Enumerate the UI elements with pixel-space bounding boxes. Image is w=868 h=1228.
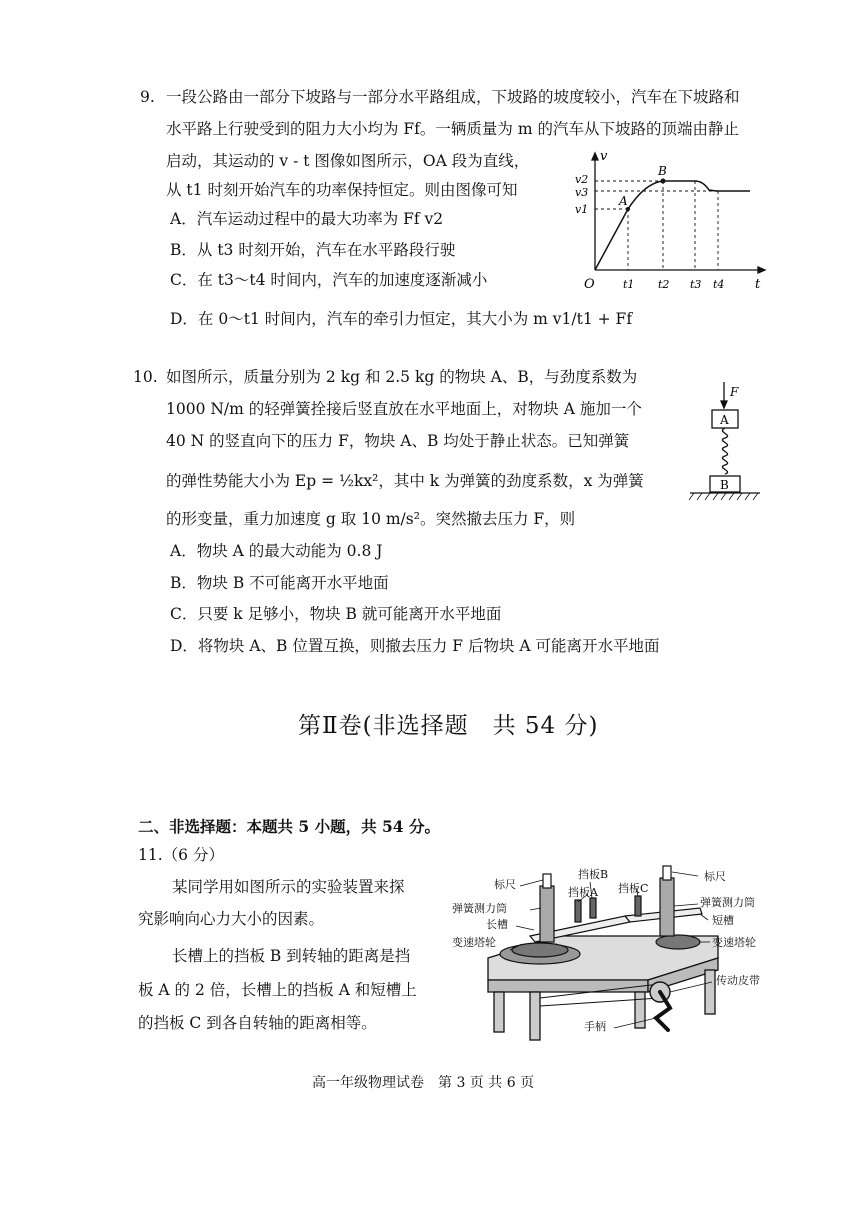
- q9-line4: 从 t1 时刻开始汽车的功率保持恒定。则由图像可知: [166, 181, 518, 199]
- label-ruler-right: 标尺: [704, 870, 726, 883]
- section-ii-title: 第Ⅱ卷(非选择题 共 54 分): [298, 713, 599, 739]
- graph-t3-label: t3: [690, 278, 702, 291]
- q10-option-d: D．将物块 A、B 位置互换，则撤去压力 F 后物块 A 可能离开水平地面: [170, 637, 660, 655]
- label-pulley-left: 变速塔轮: [452, 936, 496, 949]
- q10-number: 10.: [133, 368, 158, 386]
- q9-option-b: B．从 t3 时刻开始，汽车在水平路段行驶: [170, 241, 456, 259]
- q9-line1: 一段公路由一部分下坡路与一部分水平路组成，下坡路的坡度较小，汽车在下坡路和: [166, 88, 740, 106]
- graph-point-a-label: A: [619, 194, 628, 208]
- label-baffle-b: 挡板B: [578, 868, 609, 881]
- q9-number: 9.: [140, 88, 155, 106]
- q11-number: 11.（6 分）: [138, 846, 224, 864]
- graph-t4-label: t4: [713, 278, 725, 291]
- q9-option-c: C．在 t3～t4 时间内，汽车的加速度逐渐减小: [170, 271, 488, 289]
- q9-line2: 水平路上行驶受到的阻力大小均为 Ff。一辆质量为 m 的汽车从下坡路的顶端由静止: [166, 120, 739, 138]
- q10-line1: 如图所示，质量分别为 2 kg 和 2.5 kg 的物块 A、B，与劲度系数为: [166, 368, 638, 386]
- q9-line3: 启动，其运动的 v - t 图像如图所示，OA 段为直线，: [166, 152, 530, 170]
- graph-t-axis-label: t: [755, 277, 761, 292]
- graph-v3-label: v3: [575, 186, 589, 199]
- figure-block-b-label: B: [720, 478, 729, 492]
- q11-paragraph1-line2: 究影响向心力大小的因素。: [138, 910, 325, 928]
- graph-v2-label: v2: [575, 173, 589, 186]
- label-ruler-left: 标尺: [494, 878, 516, 891]
- q10-line3: 40 N 的竖直向下的压力 F，物块 A、B 均处于静止状态。已知弹簧: [166, 432, 630, 450]
- q9-vt-graph: [570, 145, 770, 295]
- q10-line4: 的弹性势能大小为 Ep = ½kx²，其中 k 为弹簧的劲度系数，x 为弹簧: [166, 472, 644, 490]
- label-handle: 手柄: [584, 1020, 606, 1033]
- graph-v1-label: v1: [575, 203, 589, 216]
- q10-line2: 1000 N/m 的轻弹簧拴接后竖直放在水平地面上，对物块 A 施加一个: [166, 400, 642, 418]
- label-long-slot: 长槽: [486, 918, 508, 931]
- q10-option-a: A．物块 A 的最大动能为 0.8 J: [170, 542, 383, 560]
- graph-origin-label: O: [584, 277, 595, 292]
- q10-option-b: B．物块 B 不可能离开水平地面: [170, 574, 389, 592]
- label-spring-right: 弹簧测力筒: [700, 896, 755, 909]
- q11-apparatus-figure: [450, 858, 780, 1043]
- graph-t2-label: t2: [658, 278, 670, 291]
- figure-force-label: F: [730, 385, 739, 399]
- q10-option-c: C．只要 k 足够小，物块 B 就可能离开水平地面: [170, 605, 502, 623]
- label-baffle-c: 挡板C: [618, 882, 649, 895]
- label-belt: 传动皮带: [716, 974, 760, 987]
- graph-t1-label: t1: [623, 278, 635, 291]
- q11-paragraph1-line1: 某同学用如图所示的实验装置来探: [172, 878, 405, 896]
- graph-point-b-label: B: [658, 164, 667, 178]
- q9-option-d: D．在 0～t1 时间内，汽车的牵引力恒定，其大小为 m v1/t1 + Ff: [170, 310, 633, 328]
- label-pulley-right: 变速塔轮: [712, 936, 756, 949]
- q11-paragraph2-line1: 长槽上的挡板 B 到转轴的距离是挡: [172, 947, 411, 965]
- label-spring-left: 弹簧测力筒: [452, 902, 507, 915]
- label-baffle-a: 挡板A: [568, 886, 598, 899]
- q9-option-a: A．汽车运动过程中的最大功率为 Ff v2: [170, 210, 444, 228]
- page-footer: 高一年级物理试卷 第 3 页 共 6 页: [312, 1075, 535, 1091]
- q11-paragraph2-line3: 的挡板 C 到各自转轴的距离相等。: [138, 1014, 377, 1032]
- q10-line5: 的形变量，重力加速度 g 取 10 m/s²。突然撤去压力 F，则: [166, 510, 576, 528]
- q10-spring-figure: [688, 380, 768, 505]
- label-short-slot: 短槽: [712, 914, 734, 927]
- section-ii-heading: 二、非选择题：本题共 5 小题，共 54 分。: [138, 817, 440, 836]
- graph-v-axis-label: v: [600, 149, 608, 164]
- figure-block-a-label: A: [720, 413, 729, 427]
- q11-paragraph2-line2: 板 A 的 2 倍，长槽上的挡板 A 和短槽上: [138, 981, 417, 999]
